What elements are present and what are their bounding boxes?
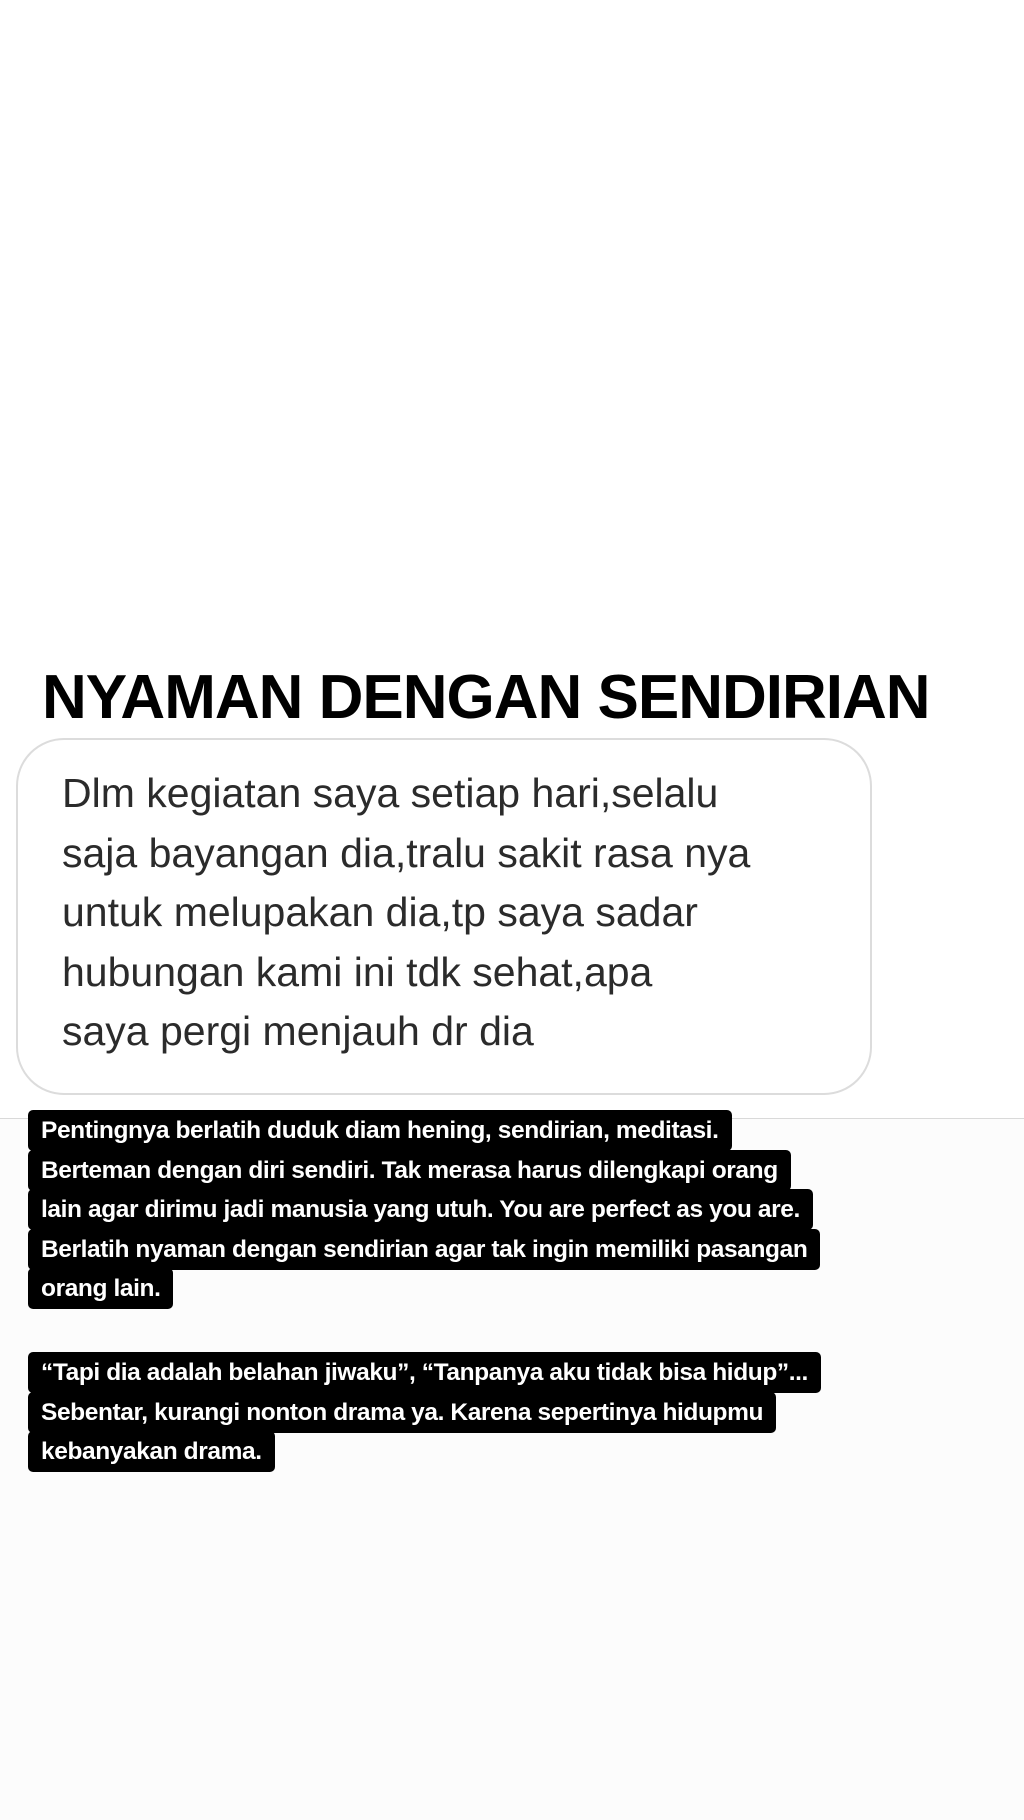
answer-line: orang lain.	[28, 1268, 173, 1309]
answer-text-block	[28, 1111, 1018, 1309]
answer-line: Berlatih nyaman dengan sendirian agar tak ingin memiliki pasangan	[28, 1229, 820, 1270]
question-line: untuk melupakan dia,tp saya sadar	[62, 889, 698, 935]
answer-line: kebanyakan drama.	[28, 1431, 275, 1472]
question-text	[62, 764, 862, 1062]
answer-line: Pentingnya berlatih duduk diam hening, sendirian, meditasi.	[28, 1110, 732, 1151]
answer-line: Sebentar, kurangi nonton drama ya. Karena sepertinya hidupmu	[28, 1392, 776, 1433]
question-line: hubungan kami ini tdk sehat,apa	[62, 948, 653, 995]
answer-line: “Tapi dia adalah belahan jiwaku”, “Tanpanya aku tidak bisa hidup”...	[28, 1352, 821, 1393]
answer-line: lain agar dirimu jadi manusia yang utuh. You are perfect as you are.	[28, 1189, 813, 1230]
question-card	[16, 738, 872, 1095]
question-line: saya pergi menjauh dr dia	[62, 1008, 534, 1054]
question-line: saja bayangan dia,tralu sakit rasa nya	[62, 829, 751, 876]
story-title: NYAMAN DENGAN SENDIRIAN	[42, 663, 930, 732]
answer-text-block	[28, 1353, 1018, 1472]
question-line: Dlm kegiatan saya setiap hari,selalu	[62, 770, 719, 816]
answer-line: Berteman dengan diri sendiri. Tak merasa harus dilengkapi orang	[28, 1150, 791, 1191]
